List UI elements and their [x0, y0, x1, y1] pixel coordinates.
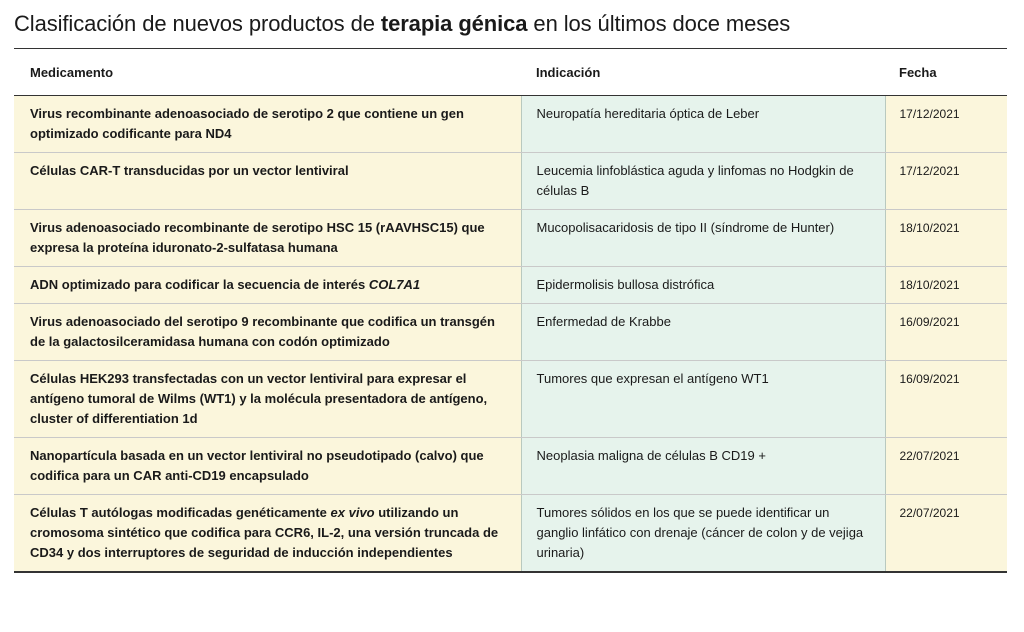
- table-row: [14, 96, 1007, 153]
- cell-indicacion: Mucopolisacaridosis de tipo II (síndrome de Hunter): [521, 210, 885, 267]
- header-indicacion: Indicación: [521, 49, 885, 96]
- cell-fecha: 22/07/2021: [885, 495, 1007, 573]
- cell-indicacion: Enfermedad de Krabbe: [521, 304, 885, 361]
- cell-medicamento: Virus recombinante adenoasociado de serotipo 2 que contiene un gen optimizado codificante para ND4: [14, 96, 521, 153]
- cell-fecha: 22/07/2021: [885, 438, 1007, 495]
- table-row: [14, 304, 1007, 361]
- cell-fecha: 17/12/2021: [885, 153, 1007, 210]
- cell-fecha: 17/12/2021: [885, 96, 1007, 153]
- cell-fecha: 16/09/2021: [885, 361, 1007, 438]
- cell-medicamento: Virus adenoasociado del serotipo 9 recombinante que codifica un transgén de la galactosilceramidasa humana con codón optimizado: [14, 304, 521, 361]
- header-fecha: Fecha: [885, 49, 1007, 96]
- cell-fecha: 18/10/2021: [885, 267, 1007, 304]
- medicamento-text: Células T autólogas modificadas genéticamente: [30, 505, 331, 520]
- table-row: [14, 495, 1007, 573]
- page-title: [14, 0, 1007, 36]
- cell-fecha: 18/10/2021: [885, 210, 1007, 267]
- medicamento-text-cont: utilizando un cromosoma sintético que codifica para CCR6, IL-2, una versión truncada de CD34 y dos interruptores de seguridad de inducción independientes: [30, 505, 499, 560]
- title-suffix: en los últimos doce meses: [527, 11, 791, 36]
- title-bold: terapia génica: [380, 11, 528, 36]
- cell-medicamento: Células HEK293 transfectadas con un vector lentiviral para expresar el antígeno tumoral de Wilms (WT1) y la molécula presentadora de antígeno, cluster of differentiation 1d: [14, 361, 521, 438]
- cell-indicacion: Tumores sólidos en los que se puede identificar un ganglio linfático con drenaje (cáncer de colon y de vejiga urinaria): [521, 495, 885, 573]
- cell-fecha: 16/09/2021: [885, 304, 1007, 361]
- cell-indicacion: Neuropatía hereditaria óptica de Leber: [521, 96, 885, 153]
- cell-medicamento: Células CAR-T transducidas por un vector lentiviral: [14, 153, 521, 210]
- cell-medicamento: Virus adenoasociado recombinante de serotipo HSC 15 (rAAVHSC15) que expresa la proteína iduronato-2-sulfatasa humana: [14, 210, 521, 267]
- ex-vivo-term: ex vivo: [330, 505, 375, 520]
- cell-medicamento: [14, 267, 521, 304]
- table-row: [14, 438, 1007, 495]
- header-medicamento: Medicamento: [14, 49, 521, 96]
- table-row: [14, 361, 1007, 438]
- table-row: [14, 210, 1007, 267]
- gene-therapy-table: [14, 49, 1007, 573]
- cell-indicacion: Epidermolisis bullosa distrófica: [521, 267, 885, 304]
- cell-indicacion: Tumores que expresan el antígeno WT1: [521, 361, 885, 438]
- table-row: [14, 153, 1007, 210]
- cell-medicamento: Nanopartícula basada en un vector lentiviral no pseudotipado (calvo) que codifica para un CAR anti-CD19 encapsulado: [14, 438, 521, 495]
- table-header-row: [14, 49, 1007, 96]
- cell-indicacion: Neoplasia maligna de células B CD19 +: [521, 438, 885, 495]
- title-prefix: Clasificación de nuevos productos de: [14, 11, 381, 36]
- medicamento-text: ADN optimizado para codificar la secuencia de interés: [30, 277, 369, 292]
- table-row: [14, 267, 1007, 304]
- cell-medicamento: [14, 495, 521, 573]
- gene-name: COL7A1: [368, 277, 421, 292]
- cell-indicacion: Leucemia linfoblástica aguda y linfomas no Hodgkin de células B: [521, 153, 885, 210]
